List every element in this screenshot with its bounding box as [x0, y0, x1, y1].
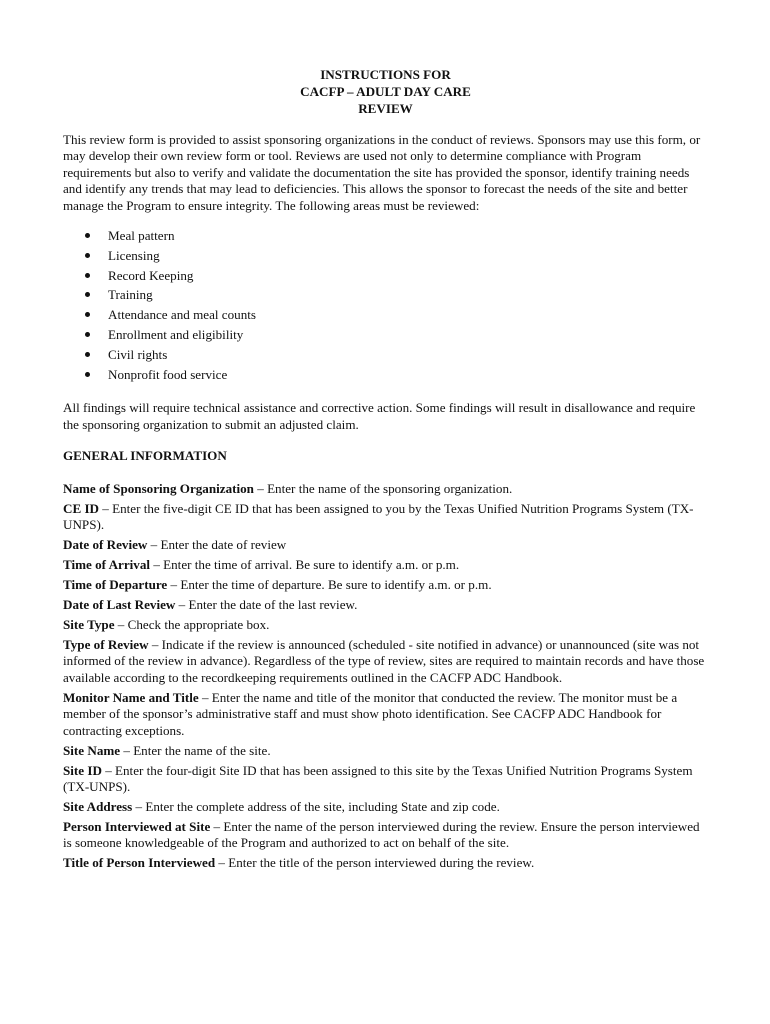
field-description: – Enter the four-digit Site ID that has been assigned to this site by the Texas Unified Nutrition Programs System (TX-UNPS).: [63, 762, 693, 795]
field-entry: [63, 597, 708, 613]
field-entry: [63, 577, 708, 593]
field-description: – Enter the name of the site.: [120, 742, 271, 758]
findings-paragraph: All findings will require technical assistance and corrective action. Some findings will result in disallowance and require the sponsoring organization to submit an adjusted claim.: [63, 400, 696, 432]
field-term: Site Type: [63, 617, 115, 633]
field-entry: [63, 819, 708, 852]
bullet-icon: [85, 312, 90, 317]
bullet-icon: [85, 372, 90, 377]
field-description: – Check the appropriate box.: [114, 617, 270, 633]
field-term: Title of Person Interviewed: [63, 855, 216, 871]
field-description: – Enter the name of the person interviewed during the review. Ensure the person interviewed is someone knowledgeable of the Program and authorized to act on behalf of the site.: [63, 819, 700, 851]
list-item: [63, 325, 708, 345]
field-description: – Enter the date of the last review.: [175, 597, 358, 613]
field-description: – Enter the name and title of the monitor that conducted the review. The monitor must be a member of the sponsor’s administrative staff and must show photo identification. See CACFP ADC Handbook for contracting exceptions.: [63, 689, 678, 738]
title-line-3: REVIEW: [358, 101, 413, 116]
field-term: Site Name: [63, 742, 121, 758]
field-description: – Enter the date of review: [147, 537, 287, 553]
field-entry: [63, 743, 708, 759]
list-item: [63, 345, 708, 365]
review-areas-list: [63, 226, 708, 384]
field-entry: [63, 501, 708, 534]
field-description: – Enter the time of arrival. Be sure to identify a.m. or p.m.: [150, 557, 460, 573]
field-term: Monitor Name and Title: [63, 689, 199, 705]
title-line-2: CACFP – ADULT DAY CARE: [300, 84, 471, 99]
list-item: [63, 246, 708, 266]
field-term: Site ID: [63, 762, 102, 778]
document-title: [63, 66, 708, 117]
field-entry: [63, 537, 708, 553]
list-item-label: Nonprofit food service: [108, 366, 228, 382]
list-item-label: Enrollment and eligibility: [108, 327, 244, 343]
field-entry: [63, 637, 708, 686]
list-item-label: Licensing: [108, 247, 160, 263]
field-description: – Indicate if the review is announced (scheduled - site notified in advance) or unannounced (site was not informed of the review in advance). Regardless of the type of review, sites are required to maintain records and have those available according to the recordkeeping requirements outlined in the CACFP ADC Handbook.: [63, 637, 705, 685]
bullet-icon: [85, 332, 90, 337]
field-entry: [63, 855, 708, 871]
list-item-label: Attendance and meal counts: [108, 307, 256, 323]
list-item-label: Record Keeping: [108, 267, 194, 283]
field-term: Time of Arrival: [63, 557, 151, 573]
list-item-label: Civil rights: [108, 346, 168, 362]
list-item: [63, 365, 708, 385]
list-item: [63, 305, 708, 325]
bullet-icon: [85, 253, 90, 258]
bullet-icon: [85, 233, 90, 238]
bullet-icon: [85, 292, 90, 297]
bullet-icon: [85, 352, 90, 357]
field-term: CE ID: [63, 500, 100, 516]
field-entry: [63, 799, 708, 815]
list-item-label: Training: [108, 287, 153, 303]
list-item-label: Meal pattern: [108, 228, 175, 244]
list-item: [63, 285, 708, 305]
field-term: Date of Review: [63, 537, 148, 553]
field-entry: [63, 557, 708, 573]
field-entry: [63, 617, 708, 633]
field-term: Site Address: [63, 799, 133, 815]
intro-paragraph: This review form is provided to assist sponsoring organizations in the conduct of reviews. Sponsors may use this form, or may develop their own review form or tool. Reviews are used not only to determine compliance with Program requirements but also to verify and validate the documentation the site has provided the sponsor, identify training needs and identify any trends that may lead to deficiencies. This allows the sponsor to forecast the needs of the site and better manage the Program to ensure integrity. The following areas must be reviewed:: [63, 132, 701, 213]
list-item: [63, 266, 708, 286]
field-term: Type of Review: [63, 637, 149, 653]
field-entry: [63, 763, 708, 796]
field-term: Person Interviewed at Site: [63, 819, 211, 835]
field-description: – Enter the complete address of the site, including State and zip code.: [132, 799, 500, 815]
field-entry: [63, 690, 708, 739]
field-instructions: [63, 481, 708, 872]
section-heading: GENERAL INFORMATION: [63, 448, 227, 464]
list-item: [63, 226, 708, 246]
field-description: – Enter the five-digit CE ID that has been assigned to you by the Texas Unified Nutrition Programs System (TX-UNPS).: [63, 500, 694, 533]
bullet-icon: [85, 273, 90, 278]
field-description: – Enter the title of the person interviewed during the review.: [215, 855, 535, 871]
field-description: – Enter the name of the sponsoring organization.: [253, 480, 513, 496]
field-term: Time of Departure: [63, 577, 168, 593]
field-term: Date of Last Review: [63, 597, 176, 613]
document-body: [63, 66, 708, 875]
field-term: Name of Sponsoring Organization: [63, 480, 254, 496]
title-line-1: INSTRUCTIONS FOR: [320, 67, 451, 82]
field-entry: [63, 481, 708, 497]
field-description: – Enter the time of departure. Be sure to identify a.m. or p.m.: [167, 577, 492, 593]
